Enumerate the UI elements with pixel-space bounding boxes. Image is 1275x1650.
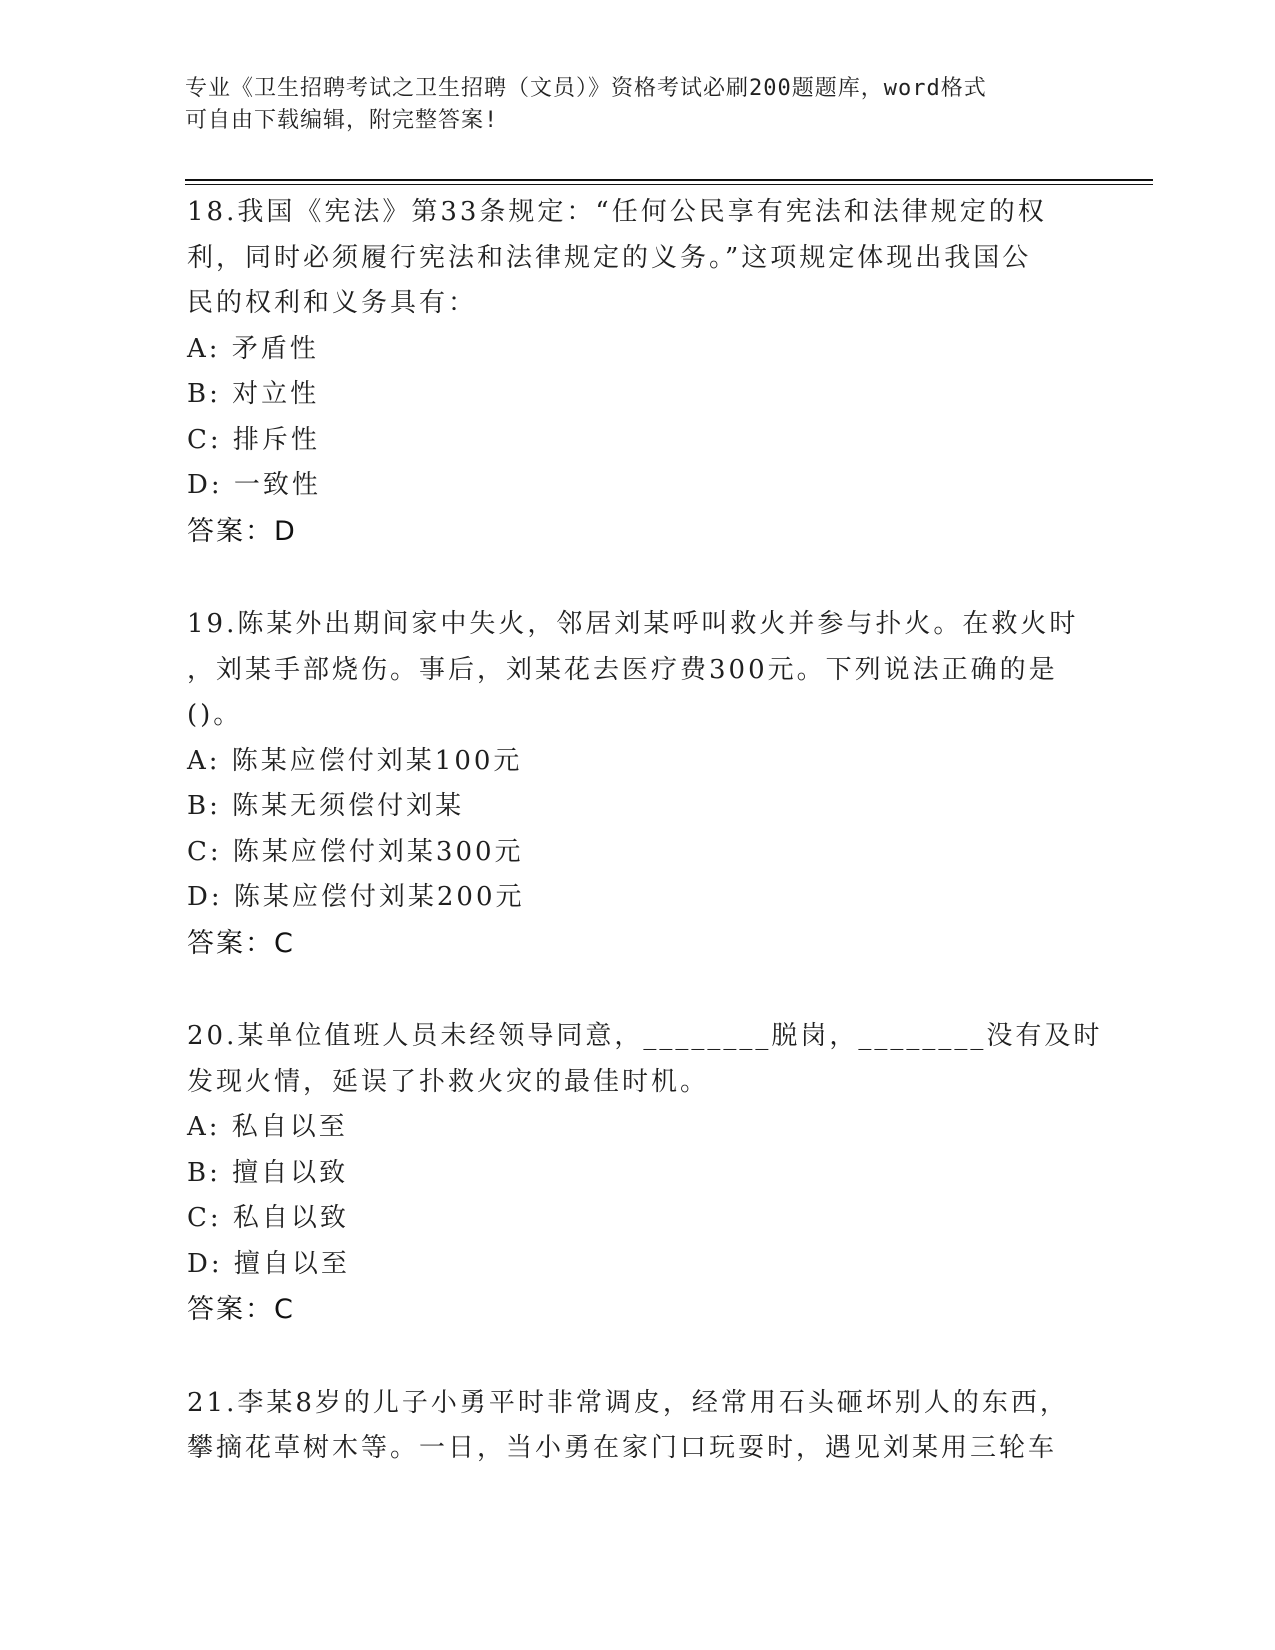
document-header <box>185 73 1065 137</box>
header-line-1: 专业《卫生招聘考试之卫生招聘（文员）》资格考试必刷200题题库，word格式 <box>185 76 987 101</box>
option-c: C: 陈某应偿付刘某300元 <box>187 836 524 867</box>
answer: 答案：D <box>187 515 297 547</box>
question-text-line: 利，同时必须履行宪法和法律规定的义务。”这项规定体现出我国公 <box>187 242 1032 273</box>
option-a: A: 陈某应偿付刘某100元 <box>187 745 523 776</box>
header-divider-thin <box>185 184 1153 185</box>
question-text-line: 21.李某8岁的儿子小勇平时非常调皮，经常用石头砸坏别人的东西， <box>187 1387 1069 1418</box>
option-b: B: 擅自以致 <box>187 1157 349 1188</box>
question-21 <box>187 1381 1087 1472</box>
question-text-line: 20.某单位值班人员未经领导同意，________脱岗，________没有及时 <box>187 1021 1103 1051</box>
option-d: D: 擅自以至 <box>187 1248 350 1279</box>
option-d: D: 陈某应偿付刘某200元 <box>187 882 525 912</box>
question-text-line: 民的权利和义务具有： <box>187 288 478 318</box>
option-d: D: 一致性 <box>187 470 321 500</box>
question-18 <box>187 190 1087 554</box>
question-20 <box>187 1014 1103 1333</box>
header-divider-thick <box>185 179 1153 181</box>
option-b: B: 对立性 <box>187 379 320 409</box>
option-a: A: 矛盾性 <box>187 333 319 364</box>
question-text-line: ，刘某手部烧伤。事后，刘某花去医疗费300元。下列说法正确的是 <box>187 654 1058 685</box>
answer: 答案：C <box>187 927 295 959</box>
option-a: A: 私自以至 <box>187 1112 348 1142</box>
question-list <box>187 190 1103 1520</box>
answer: 答案：C <box>187 1294 295 1325</box>
option-c: C: 私自以致 <box>187 1203 349 1233</box>
question-19 <box>187 602 1087 966</box>
question-text-line: 18.我国《宪法》第33条规定：“任何公民享有宪法和法律规定的权 <box>187 197 1047 227</box>
question-text-line: 发现火情，延误了扑救火灾的最佳时机。 <box>187 1066 710 1097</box>
question-text-line: ()。 <box>187 700 243 730</box>
option-c: C: 排斥性 <box>187 424 320 455</box>
header-line-2: 可自由下载编辑，附完整答案! <box>185 108 499 133</box>
option-b: B: 陈某无须偿付刘某 <box>187 791 465 821</box>
question-text-line: 攀摘花草树木等。一日，当小勇在家门口玩耍时，遇见刘某用三轮车 <box>187 1433 1058 1463</box>
question-text-line: 19.陈某外出期间家中失火，邻居刘某呼叫救火并参与扑火。在救火时 <box>187 609 1079 639</box>
